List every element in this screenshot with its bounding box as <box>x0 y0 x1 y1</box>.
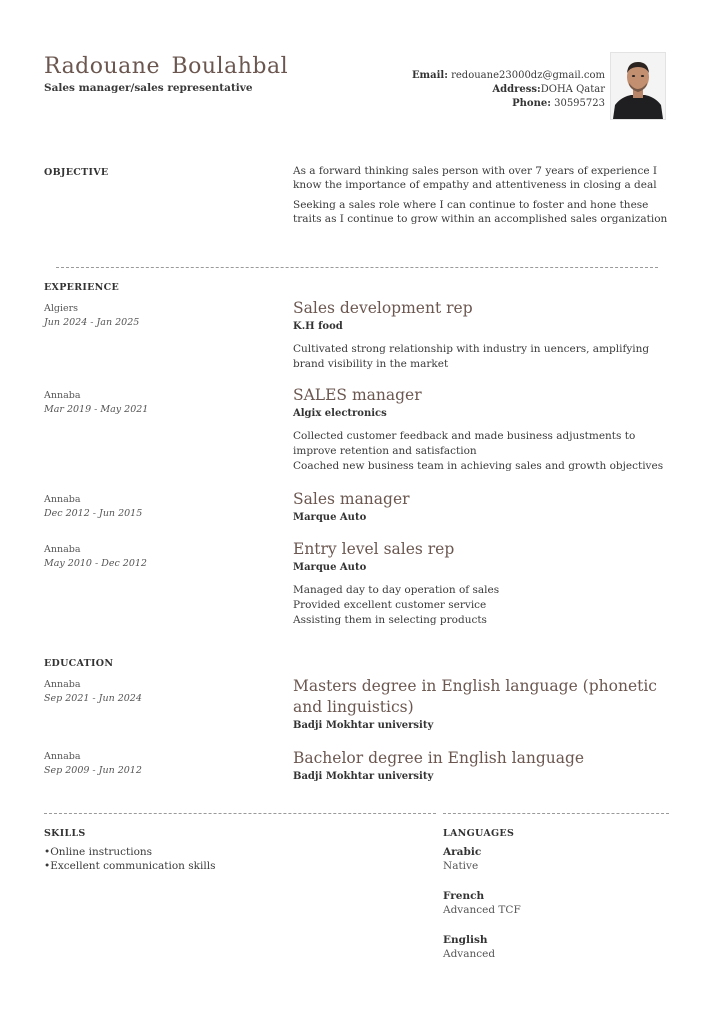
experience-heading: EXPERIENCE <box>44 282 120 293</box>
experience-meta <box>44 302 139 330</box>
description-line: Coached new business team in achieving sales and growth objectives <box>293 460 664 472</box>
phone-value: 30595723 <box>554 98 605 109</box>
employer: Marque Auto <box>293 512 367 523</box>
language-level: Native <box>443 860 479 872</box>
institution: Badji Mokhtar university <box>293 720 434 731</box>
education-dates: Sep 2009 - Jun 2012 <box>44 765 142 776</box>
skill-item: •Excellent communication skills <box>44 860 216 872</box>
objective-text <box>293 164 678 232</box>
profile-photo <box>610 52 666 120</box>
experience-dates: May 2010 - Dec 2012 <box>44 558 147 569</box>
address-line <box>412 83 605 97</box>
section-divider <box>443 813 669 814</box>
experience-meta <box>44 493 142 521</box>
education-item <box>293 748 678 784</box>
description-line: Collected customer feedback and made business adjustments to improve retention and satisfaction <box>293 430 636 457</box>
skills-list <box>44 845 215 873</box>
experience-item <box>293 539 678 628</box>
job-title: SALES manager <box>293 386 422 404</box>
education-location: Annaba <box>44 751 81 762</box>
objective-paragraph: Seeking a sales role where I can continue to foster and hone these traits as I continue to grow within an accomplished sales organization <box>293 199 668 225</box>
experience-item <box>293 385 678 474</box>
job-title: Sales manager <box>293 490 410 508</box>
email-value: redouane23000dz@gmail.com <box>451 70 605 81</box>
phone-line <box>412 97 605 111</box>
description-line: Managed day to day operation of sales <box>293 584 500 596</box>
language-item <box>443 889 521 917</box>
section-divider <box>44 813 436 814</box>
job-title: Entry level sales rep <box>293 540 455 558</box>
email-line <box>412 69 605 83</box>
education-dates: Sep 2021 - Jun 2024 <box>44 693 142 704</box>
language-level: Advanced <box>443 948 496 960</box>
skills-heading: SKILLS <box>44 828 86 839</box>
candidate-name: Radouane Boulahbal <box>44 54 289 79</box>
email-label: Email: <box>411 70 448 81</box>
experience-meta <box>44 389 148 417</box>
language-item <box>443 845 481 873</box>
candidate-role: Sales manager/sales representative <box>44 82 253 94</box>
experience-location: Annaba <box>44 494 81 505</box>
language-item <box>443 933 495 961</box>
experience-location: Annaba <box>44 544 81 555</box>
job-description <box>293 342 678 372</box>
experience-dates: Jun 2024 - Jan 2025 <box>44 317 140 328</box>
language-name: French <box>443 890 485 902</box>
description-line: Provided excellent customer service <box>293 599 487 611</box>
institution: Badji Mokhtar university <box>293 771 434 782</box>
experience-item <box>293 298 678 372</box>
skill-item: •Online instructions <box>44 846 153 858</box>
employer: Algix electronics <box>293 408 387 419</box>
education-item <box>293 676 678 733</box>
language-level: Advanced TCF <box>443 904 521 916</box>
contact-block <box>412 69 605 111</box>
degree-title: Masters degree in English language (phonetic and linguistics) <box>293 677 657 716</box>
experience-location: Algiers <box>44 303 79 314</box>
languages-heading: LANGUAGES <box>443 828 515 839</box>
experience-dates: Mar 2019 - May 2021 <box>44 404 149 415</box>
employer: K.H food <box>293 321 343 332</box>
objective-paragraph: As a forward thinking sales person with over 7 years of experience I know the importance of empathy and attentiveness in closing a deal <box>293 165 658 191</box>
education-location: Annaba <box>44 679 81 690</box>
language-name: English <box>443 934 488 946</box>
language-name: Arabic <box>443 846 482 858</box>
person-portrait-icon <box>611 53 665 119</box>
experience-location: Annaba <box>44 390 81 401</box>
phone-label: Phone: <box>512 98 551 109</box>
address-label: Address: <box>492 84 541 95</box>
objective-heading: OBJECTIVE <box>44 167 109 178</box>
experience-dates: Dec 2012 - Jun 2015 <box>44 508 143 519</box>
description-line: Cultivated strong relationship with industry in uencers, amplifying brand visibility in the market <box>293 343 650 370</box>
address-value: DOHA Qatar <box>540 84 605 95</box>
section-divider <box>56 267 658 268</box>
education-heading: EDUCATION <box>44 658 114 669</box>
job-description <box>293 429 678 474</box>
job-title: Sales development rep <box>293 299 473 317</box>
education-meta <box>44 678 142 706</box>
job-description <box>293 583 678 628</box>
experience-meta <box>44 543 147 571</box>
description-line: Assisting them in selecting products <box>293 614 487 626</box>
education-meta <box>44 750 142 778</box>
experience-item <box>293 489 678 525</box>
employer: Marque Auto <box>293 562 367 573</box>
degree-title: Bachelor degree in English language <box>293 749 585 767</box>
